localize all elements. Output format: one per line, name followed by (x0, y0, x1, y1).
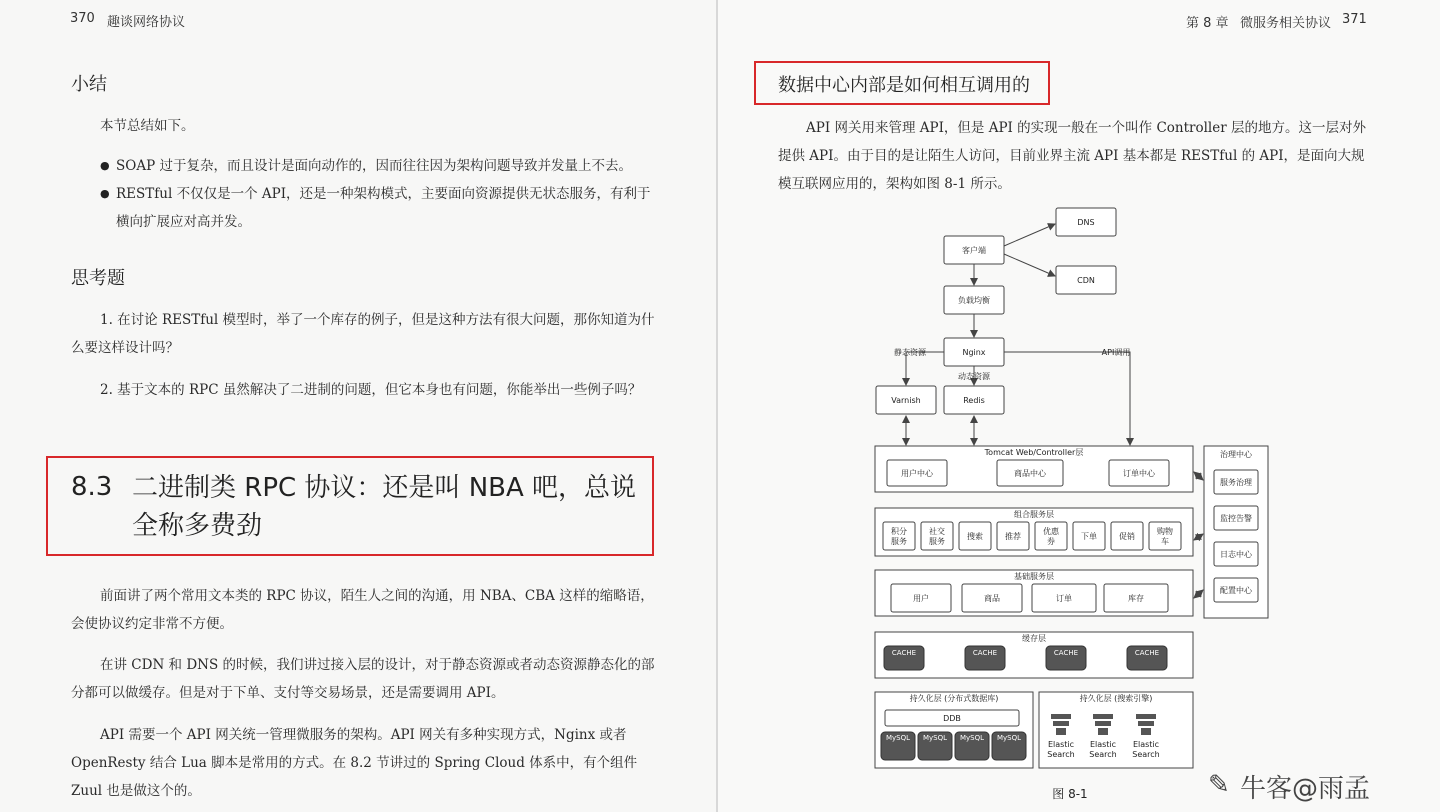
section-title: 二进制类 RPC 协议：还是叫 NBA 吧，总说全称多费劲 (132, 473, 637, 541)
body-paragraph: 前面讲了两个常用文本类的 RPC 协议，陌生人之间的沟通，用 NBA、CBA 这样的缩略语，会使协议约定非常不方便。 (71, 588, 654, 632)
svg-text:库存: 库存 (1128, 594, 1144, 603)
questions-heading: 思考题 (71, 268, 125, 289)
svg-text:CACHE: CACHE (1053, 649, 1079, 657)
question-item: 2. 基于文本的 RPC 虽然解决了二进制的问题，但它本身也有问题，你能举出一些例子吗？ (100, 382, 642, 398)
svg-text:监控告警: 监控告警 (1220, 514, 1252, 523)
summary-intro: 本节总结如下。 (100, 118, 195, 134)
svg-text:MySQL: MySQL (922, 734, 948, 742)
combo-item-label: 推荐 (1005, 532, 1021, 541)
svg-text:服务治理: 服务治理 (1220, 478, 1252, 487)
combo-item-label: 优惠 (1043, 527, 1059, 536)
bullet-dot: ● (100, 159, 110, 172)
watermark-logo-icon: ✎ (1208, 770, 1230, 800)
left-book-title: 趣谈网络协议 (107, 15, 186, 30)
question-item: 1. 在讨论 RESTful 模型时，举了一个库存的例子，但是这种方法有很大问题，那你知道为什么要这样设计吗？ (71, 312, 655, 356)
svg-text:Varnish: Varnish (891, 396, 921, 405)
svg-text:CDN: CDN (1077, 276, 1095, 285)
combo-item-label: 促销 (1119, 532, 1135, 541)
svg-text:组合服务层: 组合服务层 (1014, 510, 1054, 519)
right-page (718, 0, 1440, 812)
svg-text:Elastic: Elastic (1132, 740, 1160, 749)
svg-text:持久化层 (分布式数据库): 持久化层 (分布式数据库) (909, 694, 999, 703)
svg-text:Elastic: Elastic (1047, 740, 1075, 749)
body-paragraph: 在讲 CDN 和 DNS 的时候，我们讲过接入层的设计，对于静态资源或者动态资源静态化的部分都可以做缓存。但是对于下单、支付等交易场景，还是需要调用 API。 (71, 657, 655, 701)
svg-text:配置中心: 配置中心 (1220, 586, 1252, 595)
svg-text:动态资源: 动态资源 (958, 372, 990, 381)
bullet-dot: ● (100, 187, 110, 200)
svg-text:Elastic: Elastic (1089, 740, 1117, 749)
svg-text:订单: 订单 (1056, 594, 1072, 603)
svg-text:DDB: DDB (943, 714, 961, 723)
svg-text:Redis: Redis (963, 396, 985, 405)
svg-text:DNS: DNS (1077, 218, 1095, 227)
architecture-diagram (718, 0, 1440, 812)
svg-text:商品: 商品 (984, 594, 1000, 603)
section-number: 8.3 (71, 472, 113, 502)
svg-text:治理中心: 治理中心 (1220, 450, 1252, 459)
svg-text:静态资源: 静态资源 (894, 348, 926, 357)
svg-text:用户: 用户 (913, 594, 929, 603)
right-heading: 数据中心内部是如何相互调用的 (778, 75, 1030, 96)
combo-item-label: 社交 (929, 527, 945, 536)
svg-text:Search: Search (1047, 750, 1075, 759)
svg-text:CACHE: CACHE (1134, 649, 1160, 657)
chapter-label: 第 8 章 (1186, 16, 1229, 31)
combo-item-label: 服务 (891, 537, 907, 546)
svg-text:缓存层: 缓存层 (1022, 634, 1046, 643)
combo-item-label: 车 (1161, 537, 1169, 546)
svg-text:基础服务层: 基础服务层 (1014, 572, 1054, 581)
chapter-title: 微服务相关协议 (1240, 16, 1332, 31)
svg-text:API调用: API调用 (1101, 348, 1131, 357)
svg-text:商品中心: 商品中心 (1014, 469, 1046, 478)
svg-text:CACHE: CACHE (972, 649, 998, 657)
bullet-item: RESTful 不仅仅是一个 API，还是一种架构模式，主要面向资源提供无状态服务，有利于横向扩展应对高并发。 (116, 186, 651, 230)
right-page-number: 371 (1342, 12, 1367, 27)
combo-item-label: 购物 (1157, 527, 1173, 536)
client-label: 客户端 (962, 246, 986, 255)
svg-text:MySQL: MySQL (885, 734, 911, 742)
right-paragraph: API 网关用来管理 API，但是 API 的实现一般在一个叫作 Controller 层的地方。这一层对外提供 API。由于目的是让陌生人访问，目前业界主流 API 基本都是 RESTful 的 API，是面向大规模互联网应用的，架构如图 8-1 所示。 (778, 120, 1366, 192)
svg-text:Tomcat Web/Controller层: Tomcat Web/Controller层 (984, 448, 1084, 457)
combo-item-label: 搜索 (967, 532, 983, 541)
svg-text:MySQL: MySQL (996, 734, 1022, 742)
combo-item-label: 券 (1047, 537, 1055, 546)
left-page-number: 370 (70, 11, 95, 26)
combo-item-label: 下单 (1081, 532, 1097, 541)
figure-caption: 图 8-1 (1052, 787, 1088, 801)
svg-text:订单中心: 订单中心 (1123, 469, 1155, 478)
svg-text:Search: Search (1132, 750, 1160, 759)
left-page (0, 0, 716, 812)
svg-text:用户中心: 用户中心 (901, 469, 933, 478)
svg-text:日志中心: 日志中心 (1220, 550, 1252, 559)
combo-item-label: 服务 (929, 537, 945, 546)
svg-text:Search: Search (1089, 750, 1117, 759)
svg-text:持久化层 (搜索引擎): 持久化层 (搜索引擎) (1079, 694, 1153, 703)
summary-heading: 小结 (71, 74, 107, 95)
svg-text:CACHE: CACHE (891, 649, 917, 657)
combo-item-label: 积分 (891, 527, 907, 536)
svg-text:负载均衡: 负载均衡 (958, 296, 990, 305)
watermark: 牛客@雨孟 (1240, 774, 1371, 804)
body-paragraph: API 需要一个 API 网关统一管理微服务的架构。API 网关有多种实现方式，Nginx 或者 OpenResty 结合 Lua 脚本是常用的方式。在 8.2 节讲过的 Spring Cloud 体系中，有个组件 Zuul 也是做这个的。 (71, 727, 638, 799)
bullet-item: SOAP 过于复杂，而且设计是面向动作的，因而往往因为架构问题导致并发量上不去。 (116, 158, 632, 174)
svg-text:MySQL: MySQL (959, 734, 985, 742)
svg-text:Nginx: Nginx (962, 348, 986, 357)
